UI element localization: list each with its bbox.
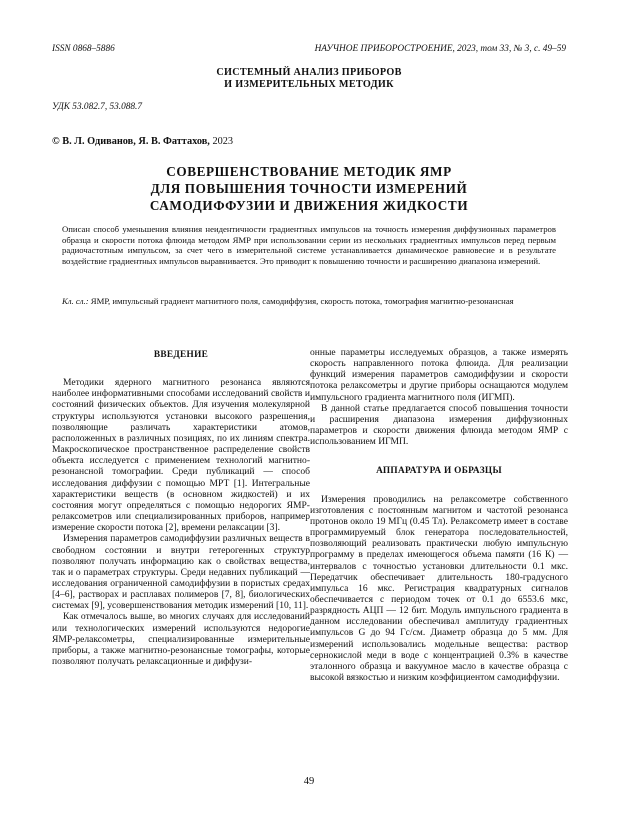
keywords [62,296,556,307]
intro-paragraph-1: Методики ядерного магнитного резонанса являются наиболее информативными способами исследований свойств и состояний физических объектов. Для изучения молекулярной структуры используются установки высокого разрешения, позволяющие различать характеристики атомов, расположенных в различных позициях, по их линиям спектра. Макроскопическое пространственное распределение свойств объекта исследуется с применением технологий магнитно-резонансной томографии. Среди публикаций — способ исследования диффузии с помощью МРТ [1]. Интегральные характеристики веществ (в основном жидкостей) и их состояния могут определяться с помощью недорогих ЯМР-релаксометров или специализированных приборов, например измерение скорости потока [2], времени релаксации [3]. [52,377,310,534]
section-label [0,67,618,90]
journal-citation: НАУЧНОЕ ПРИБОРОСТРОЕНИЕ, 2023, том 33, № 3, с. 49–59 [314,44,566,54]
intro-paragraph-3-continued: онные параметры исследуемых образцов, а также измерять скорость направленного потока флюида. Для реализации функций измерения параметров самодиффузии и скорости потока релаксометры и другие приборы оснащаются модулем импульсного градиента магнитного поля (ИГМП). [310,347,568,403]
section-line-1: СИСТЕМНЫЙ АНАЛИЗ ПРИБОРОВ [216,67,402,78]
author-names: В. Л. Одиванов, Я. В. Фаттахов, [62,136,210,147]
right-column [310,347,568,683]
apparatus-heading: АППАРАТУРА И ОБРАЗЦЫ [376,466,502,477]
article-title [60,163,558,214]
authors [52,136,233,147]
section-line-2: И ИЗМЕРИТЕЛЬНЫХ МЕТОДИК [224,78,394,90]
page-number: 49 [303,776,315,787]
apparatus-paragraph-1: Измерения проводились на релаксометре собственного изготовления с постоянным магнитом и частотой резонанса протонов около 19 МГц (0.45 Тл). Релаксометр имеет в составе программируемый блок генератора последовательностей, позволяющий реализовать практически любую импульсную программу в пределах имеющегося объема памяти (16 К) — интервалов с точностью установки длительности 0.1 мкс. Передатчик обеспечивает длительность 180-градусного импульса 16 мкс. Регистрация квадратурных сигналов обеспечивается с периодом точек от 0.1 до 6553.6 мкс, разрядность АЦП — 12 бит. Модуль импульсного градиента в данном исследовании обеспечивал амплитуду градиентных импульсов G до 94 Гс/см. Диаметр образца до 5 мм. Для измерений использовались модельные вещества: раствор сернокислой меди в воде с концентрацией 0.3% в качестве эталонного образца и вакуумное масло в качестве образца с высокой вязкостью и низким коэффициентом самодиффузии. [310,493,568,684]
issn: ISSN 0868–5886 [52,44,115,54]
keywords-label: Кл. сл.: [62,296,89,306]
intro-heading: ВВЕДЕНИЕ [153,350,209,360]
title-line-3: САМОДИФФУЗИИ И ДВИЖЕНИЯ ЖИДКОСТИ [149,198,469,213]
udk-code: УДК 53.082.7, 53.088.7 [52,102,143,112]
running-header [52,44,566,58]
title-line-1: СОВЕРШЕНСТВОВАНИЕ МЕТОДИК ЯМР [166,164,452,179]
keywords-text: ЯМР, импульсный градиент магнитного поля, самодиффузия, скорость потока, томография магнитно-резонансная [90,296,514,306]
copyright-year: 2023 [212,136,234,147]
intro-paragraph-3: Как отмечалось выше, во многих случаях для исследований или технологических измерений используются недорогие ЯМР-релаксометры, специализированные измерительные приборы, а также магнитно-резонансные томографы, которые позволяют получать релаксационные и диффузи- [52,611,310,668]
intro-paragraph-2: Измерения параметров самодиффузии различных веществ в свободном состоянии и внутри гетерогенных структур позволяют получать информацию как о свойствах вещества, так и о параметрах структуры. Среди недавних публикаций — исследования ограниченной самодиффузии в пористых средах [4–6], растворах и расплавах полимеров [7, 8], биологических системах [9], усовершенствования методик измерений [10, 11]. [52,533,310,612]
copyright-symbol: © [52,136,60,147]
intro-paragraph-4: В данной статье предлагается способ повышения точности и расширения диапазона измерения диффузионных параметров и скорости движения флюида методом ЯМР с использованием ИГМП. [310,402,568,448]
title-line-2: ДЛЯ ПОВЫШЕНИЯ ТОЧНОСТИ ИЗМЕРЕНИЙ [150,181,468,196]
left-column [52,350,310,667]
abstract: Описан способ уменьшения влияния неидентичности градиентных импульсов на точность измерения диффузионных параметров образца и скорости потока флюида методом ЯМР при использовании серии из нескольких градиентных импульсов перед первым радиочастотным импульсом, за счет чего в измерительной системе устанавливается динамическое равновесие и в результате воздействие градиентных импульсов выравнивается. Это приводит к повышению точности и расширению диапазона измерений. [62,224,556,267]
